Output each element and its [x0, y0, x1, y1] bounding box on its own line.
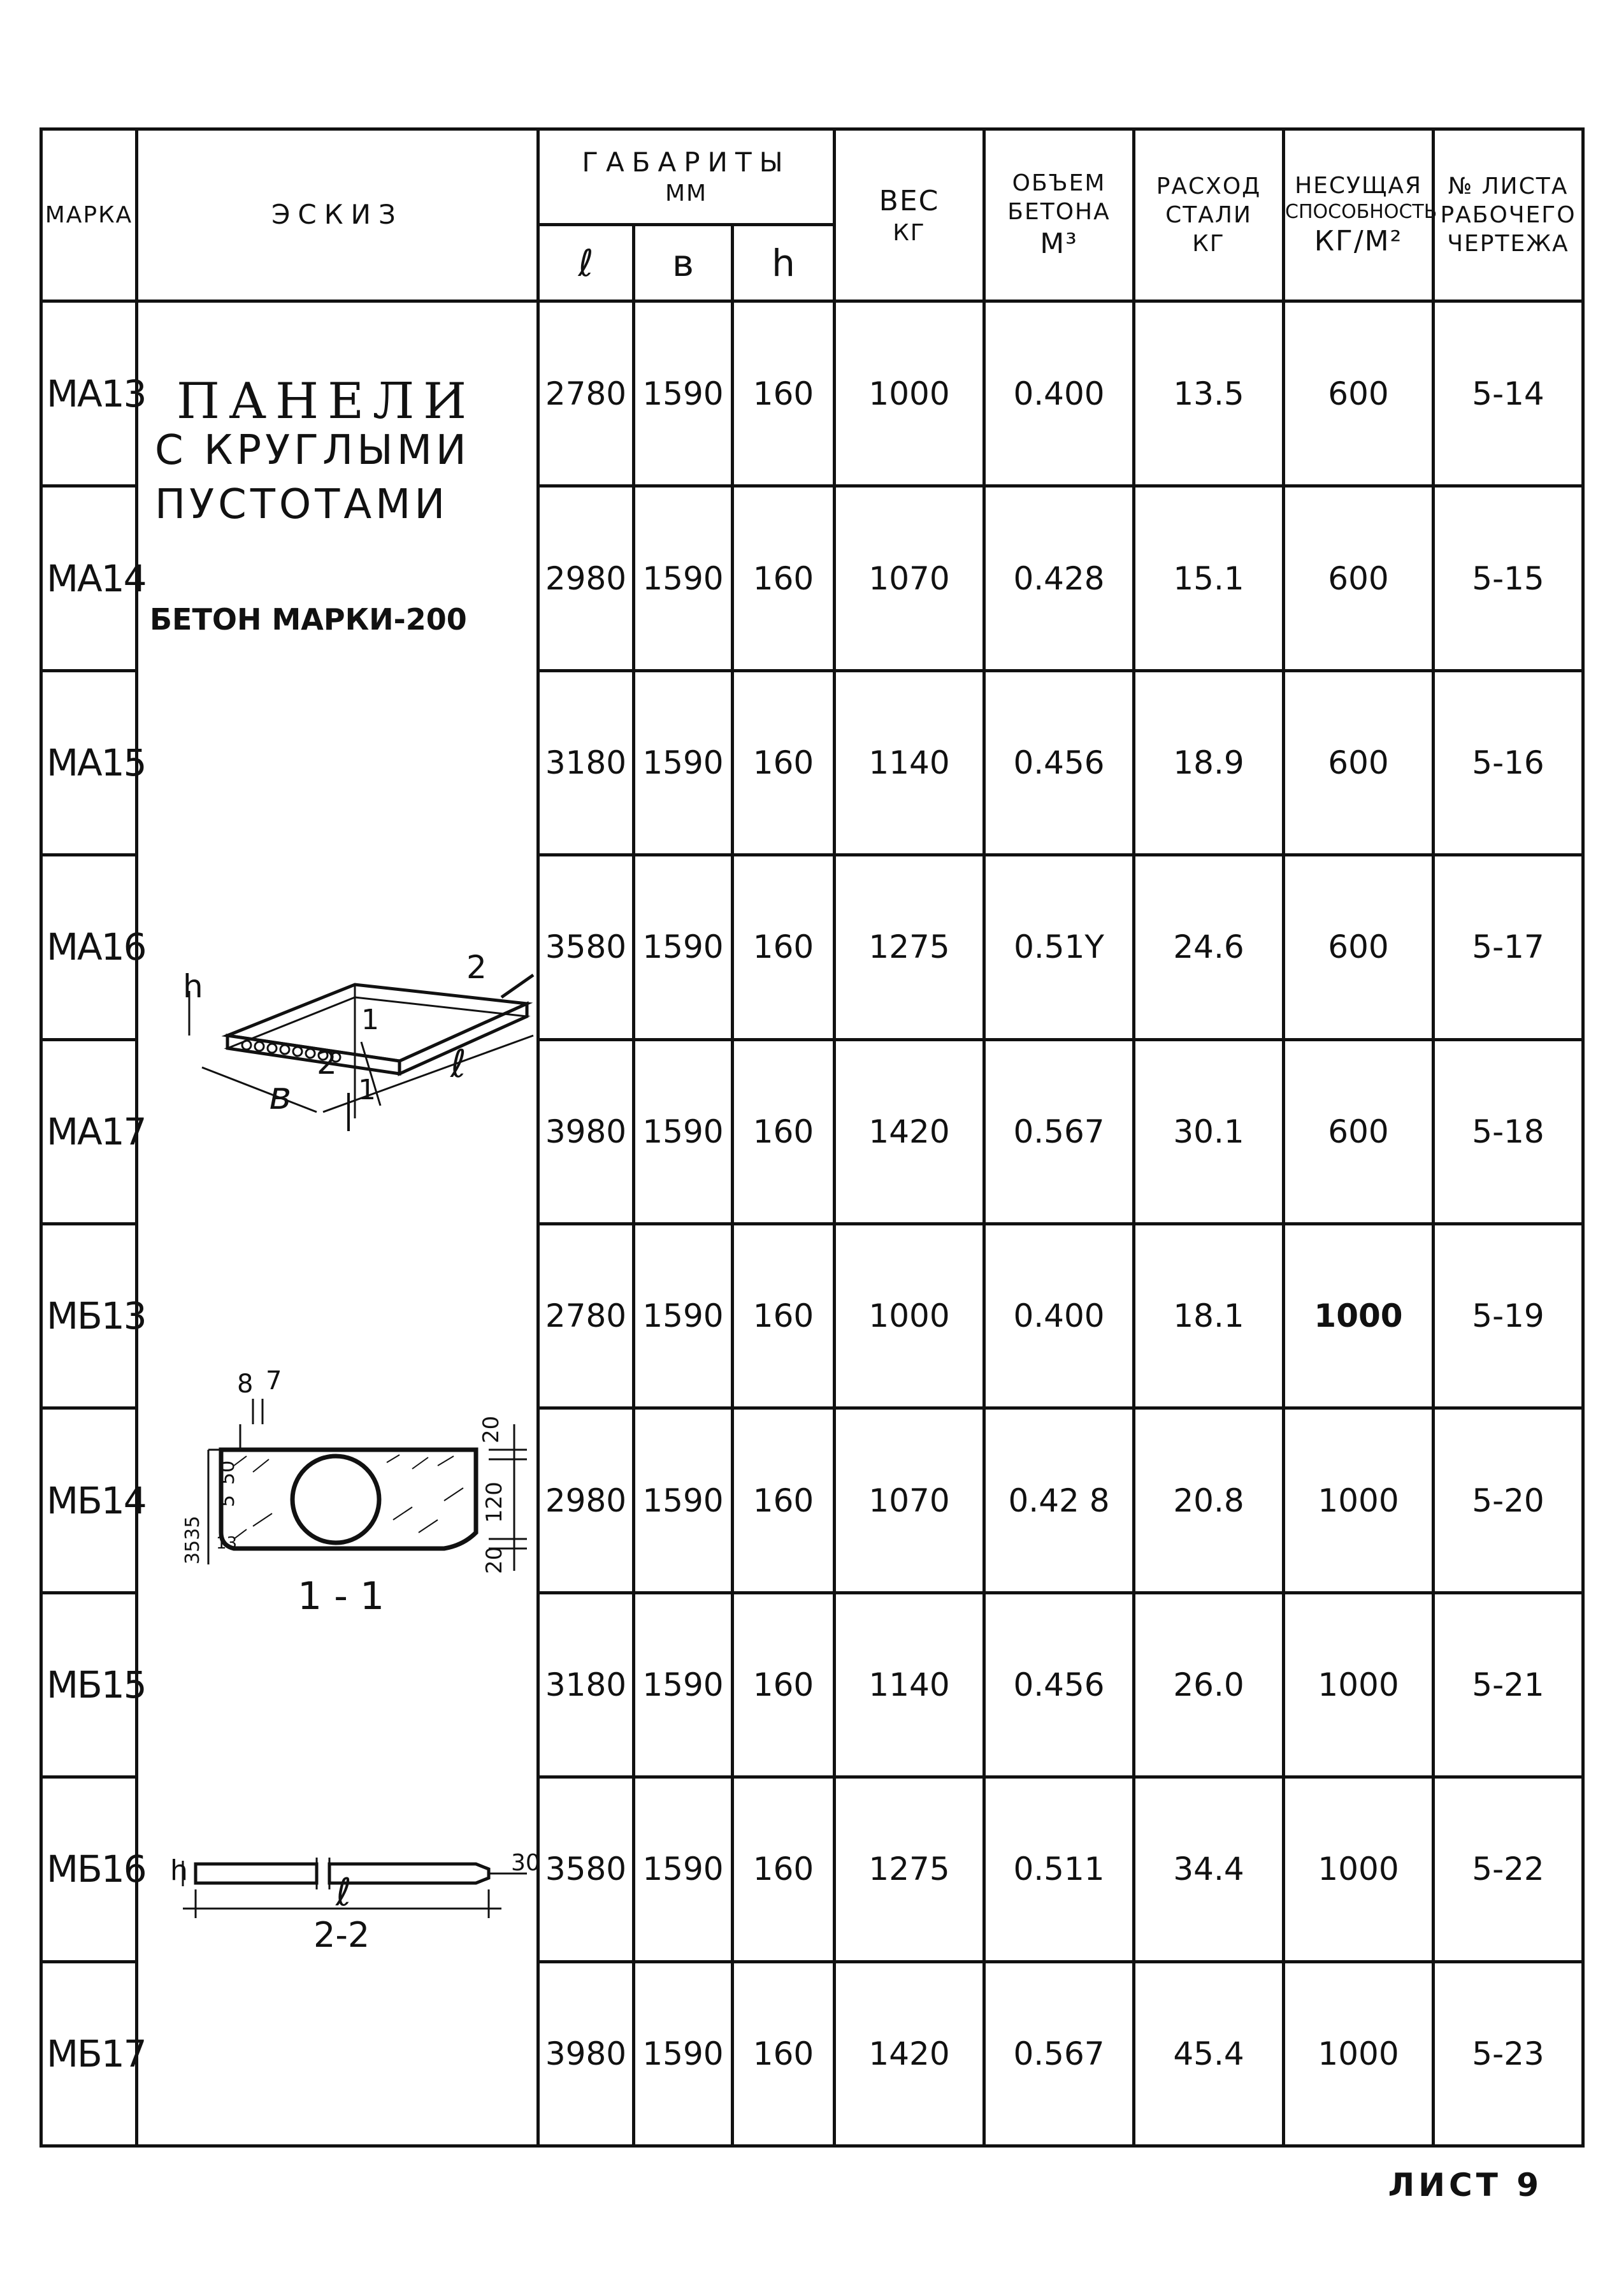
header-list-line2: РАБОЧЕГО [1440, 202, 1576, 228]
row-mark: МА16 [41, 855, 137, 1039]
cell-l: 2780 [538, 301, 634, 486]
cell-ves: 1420 [835, 1961, 984, 2146]
header-marka: МАРКА [41, 129, 137, 301]
header-obem-unit: М³ [1040, 227, 1078, 260]
cell-b: 1590 [634, 1777, 733, 1961]
row-mark: МА17 [41, 1039, 137, 1224]
cell-h: 160 [733, 1592, 835, 1777]
cell-obem: 0.567 [984, 1039, 1134, 1224]
sketch-title-line2: С КРУГЛЫМИ [155, 427, 470, 474]
cell-list: 5-23 [1434, 1961, 1583, 2146]
header-list-line3: ЧЕРТЕЖА [1447, 231, 1569, 257]
cell-nes: 600 [1284, 1039, 1434, 1224]
row-mark: МА13 [41, 301, 137, 486]
section-dim-13: 13 [216, 1534, 238, 1553]
cell-list: 5-19 [1434, 1224, 1583, 1408]
cell-nes: 1000 [1284, 1408, 1434, 1592]
cell-list: 5-21 [1434, 1592, 1583, 1777]
cell-obem: 0.400 [984, 1224, 1134, 1408]
cell-ves: 1140 [835, 1592, 984, 1777]
cell-nes: 600 [1284, 855, 1434, 1039]
cell-l: 3580 [538, 1777, 634, 1961]
cell-rashod: 18.1 [1134, 1224, 1284, 1408]
cell-b: 1590 [634, 1592, 733, 1777]
longitudinal-section-drawing [145, 1813, 552, 1966]
cell-list: 5-16 [1434, 670, 1583, 855]
cell-list: 5-15 [1434, 486, 1583, 670]
cell-ves: 1070 [835, 486, 984, 670]
iso-label-2b: 2 [317, 1044, 337, 1081]
cell-obem: 0.42 8 [984, 1408, 1134, 1592]
cell-h: 160 [733, 1039, 835, 1224]
cell-rashod: 34.4 [1134, 1777, 1284, 1961]
long-label-30: 30 [511, 1850, 540, 1876]
header-rashod-unit: КГ [1192, 231, 1225, 257]
section-label-8: 8 [237, 1369, 254, 1399]
cell-l: 3980 [538, 1039, 634, 1224]
header-rashod-line2: СТАЛИ [1165, 202, 1252, 228]
cell-list: 5-14 [1434, 301, 1583, 486]
header-obem-line2: БЕТОНА [1007, 199, 1111, 225]
cell-h: 160 [733, 670, 835, 855]
cell-nes: 1000 [1284, 1777, 1434, 1961]
row-mark: МБ13 [41, 1224, 137, 1408]
cell-b: 1590 [634, 1224, 733, 1408]
header-col-h: h [733, 225, 835, 301]
cell-ves: 1000 [835, 1224, 984, 1408]
cell-nes: 1000 [1284, 1224, 1434, 1408]
cell-list: 5-20 [1434, 1408, 1583, 1592]
header-rashod [1134, 129, 1284, 301]
cell-obem: 0.400 [984, 301, 1134, 486]
panels-table [40, 127, 1585, 2148]
cell-h: 160 [733, 1224, 835, 1408]
header-obem [984, 129, 1134, 301]
header-list-line1: № ЛИСТА [1448, 173, 1569, 199]
cell-ves: 1140 [835, 670, 984, 855]
row-mark: МА14 [41, 486, 137, 670]
row-mark: МБ17 [41, 1961, 137, 2146]
cell-b: 1590 [634, 301, 733, 486]
row-mark: МБ14 [41, 1408, 137, 1592]
cell-b: 1590 [634, 1039, 733, 1224]
header-list [1434, 129, 1583, 301]
cell-rashod: 15.1 [1134, 486, 1284, 670]
section-dim-5: 5 [217, 1494, 239, 1507]
cell-h: 160 [733, 1961, 835, 2146]
iso-label-1b: 1 [358, 1074, 376, 1106]
cell-b: 1590 [634, 1408, 733, 1592]
cell-nes: 1000 [1284, 1592, 1434, 1777]
cell-ves: 1275 [835, 1777, 984, 1961]
header-gabarity [538, 129, 835, 225]
section-dim-20-bottom: 20 [482, 1546, 507, 1574]
cell-ves: 1000 [835, 301, 984, 486]
header-ves-label: ВЕС [879, 184, 940, 217]
header-nes-line2: СПОСОБНОСТЬ [1285, 200, 1437, 223]
cell-l: 2980 [538, 1408, 634, 1592]
row-mark: МА15 [41, 670, 137, 855]
cell-l: 3180 [538, 1592, 634, 1777]
cell-rashod: 30.1 [1134, 1039, 1284, 1224]
header-gabarity-unit: ММ [665, 180, 708, 207]
cell-obem: 0.428 [984, 486, 1134, 670]
cell-rashod: 18.9 [1134, 670, 1284, 855]
cell-b: 1590 [634, 855, 733, 1039]
cell-b: 1590 [634, 670, 733, 855]
table-row [41, 301, 1583, 486]
header-col-l: ℓ [538, 225, 634, 301]
cell-obem: 0.567 [984, 1961, 1134, 2146]
header-nes-unit: КГ/М² [1314, 225, 1403, 258]
cell-list: 5-17 [1434, 855, 1583, 1039]
iso-label-l: ℓ [450, 1042, 466, 1087]
section-dim-20-top: 20 [479, 1415, 504, 1443]
cell-obem: 0.511 [984, 1777, 1134, 1961]
cell-h: 160 [733, 1408, 835, 1592]
sketch-concrete-grade: БЕТОН МАРКИ-200 [150, 602, 467, 637]
iso-label-2a: 2 [466, 949, 487, 986]
cell-ves: 1275 [835, 855, 984, 1039]
sheet-number: ЛИСТ 9 [1388, 2167, 1543, 2204]
cell-rashod: 26.0 [1134, 1592, 1284, 1777]
cell-ves: 1070 [835, 1408, 984, 1592]
header-obem-line1: ОБЪЕМ [1012, 170, 1106, 196]
cross-section-drawing [145, 1354, 540, 1647]
cell-h: 160 [733, 1777, 835, 1961]
cell-obem: 0.456 [984, 670, 1134, 855]
cell-h: 160 [733, 855, 835, 1039]
cell-ves: 1420 [835, 1039, 984, 1224]
cell-nes: 600 [1284, 301, 1434, 486]
cell-rashod: 13.5 [1134, 301, 1284, 486]
cell-list: 5-18 [1434, 1039, 1583, 1224]
cell-l: 2780 [538, 1224, 634, 1408]
header-rashod-line1: РАСХОД [1156, 173, 1262, 199]
sketch-title-line3: ПУСТОТАМИ [155, 481, 449, 528]
sketch-title-line1: ПАНЕЛИ [176, 373, 476, 430]
cell-nes: 600 [1284, 670, 1434, 855]
cell-b: 1590 [634, 486, 733, 670]
cell-l: 3180 [538, 670, 634, 855]
cell-l: 3980 [538, 1961, 634, 2146]
header-ves-unit: КГ [893, 219, 926, 246]
long-label-l: ℓ [336, 1870, 352, 1915]
cell-h: 160 [733, 301, 835, 486]
iso-label-1a: 1 [361, 1004, 379, 1036]
header-col-b: в [634, 225, 733, 301]
section-dim-50: 50 [217, 1460, 239, 1485]
cell-l: 2980 [538, 486, 634, 670]
long-caption: 2-2 [313, 1915, 370, 1955]
section-dim-left: 3535 [182, 1515, 204, 1564]
iso-label-b: в [269, 1074, 292, 1118]
header-eskiz: ЭСКИЗ [137, 129, 538, 301]
cell-obem: 0.51Y [984, 855, 1134, 1039]
section-label-7: 7 [266, 1366, 282, 1396]
row-mark: МБ16 [41, 1777, 137, 1961]
cell-nes: 1000 [1284, 1961, 1434, 2146]
cell-h: 160 [733, 486, 835, 670]
header-nes-line1: НЕСУЩАЯ [1295, 172, 1422, 199]
sketch-area [138, 303, 540, 2144]
row-mark: МБ15 [41, 1592, 137, 1777]
sketch-cell [137, 301, 538, 2146]
cell-rashod: 24.6 [1134, 855, 1284, 1039]
isometric-panel-drawing [145, 940, 540, 1182]
header-gabarity-label: ГАБАРИТЫ [582, 146, 791, 178]
cell-obem: 0.456 [984, 1592, 1134, 1777]
cell-l: 3580 [538, 855, 634, 1039]
cell-rashod: 45.4 [1134, 1961, 1284, 2146]
iso-label-h: h [183, 968, 203, 1005]
header-nesuschaya [1284, 129, 1437, 301]
section-dim-120: 120 [482, 1482, 507, 1523]
cell-rashod: 20.8 [1134, 1408, 1284, 1592]
cell-b: 1590 [634, 1961, 733, 2146]
cell-nes: 600 [1284, 486, 1434, 670]
long-label-h: h [170, 1854, 188, 1887]
header-ves [835, 129, 984, 301]
cell-list: 5-22 [1434, 1777, 1583, 1961]
section-caption: 1 - 1 [298, 1574, 385, 1619]
